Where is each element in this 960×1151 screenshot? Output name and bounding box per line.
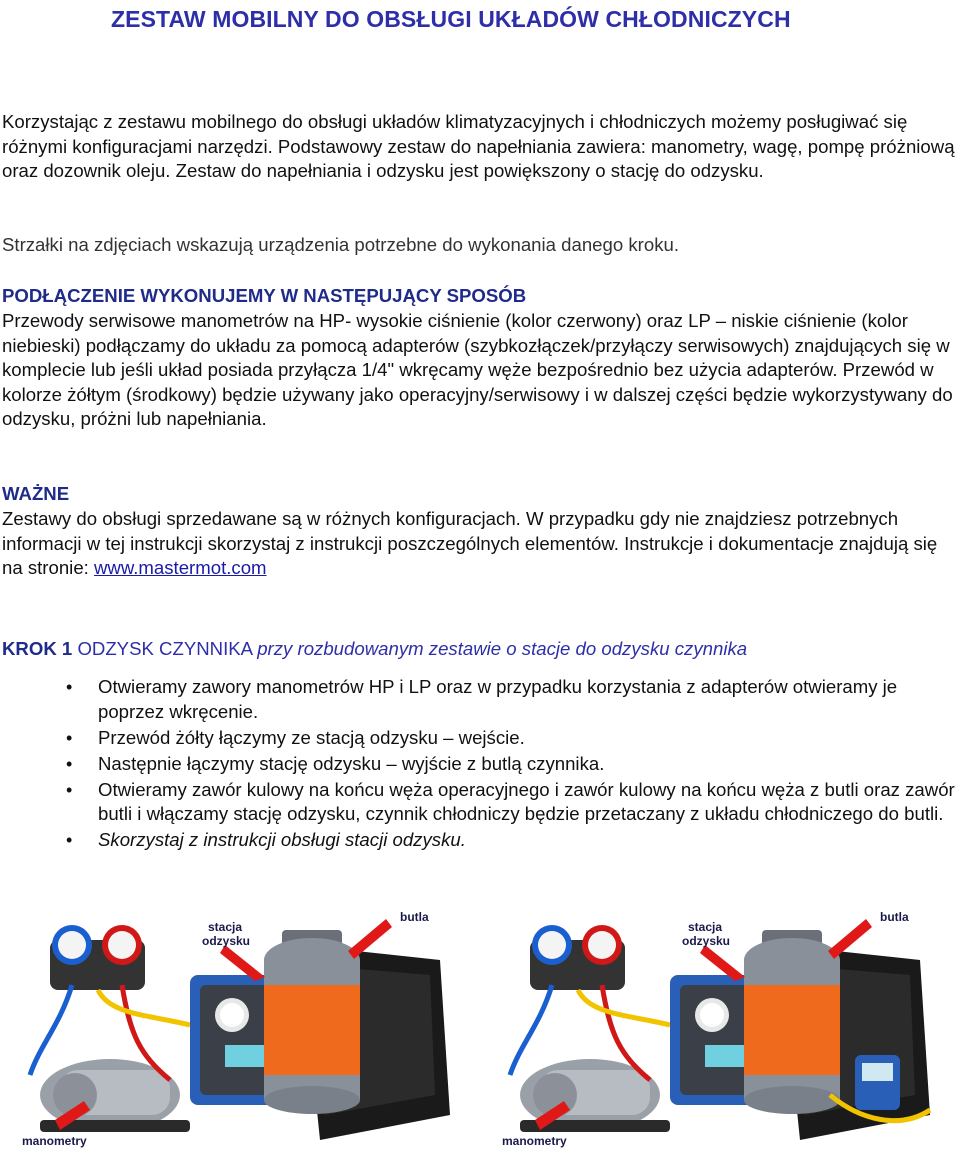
label-station-line2: odzysku [202,934,251,948]
connection-paragraph: Przewody serwisowe manometrów na HP- wysokie ciśnienie (kolor czerwony) oraz LP – niskie ciśnienie (kolor niebieski) podłączamy do układu za pomocą adapterów (szybkozłączek/przyłączy serwisowych) znajdujących się w komplecie lub jeśli układ posiada przyłącza 1/4" wkręcamy węże bezpośrednio bez użycia adapterów. Przewód w kolorze żółtym (środkowy) będzie używany jako operacyjny/serwisowy i w dalszej części będzie wykorzystywany do odzysku, próżni lub napełniania. [2,310,953,429]
bullet-icon: • [66,677,73,697]
step-name: ODZYSK CZYNNIKA [77,638,253,659]
arrows-note: Strzałki na zdjęciach wskazują urządzenia potrzebne do wykonania danego kroku. [2,234,680,255]
page-title: ZESTAW MOBILNY DO OBSŁUGI UKŁADÓW CHŁODNICZYCH [111,6,791,32]
list-item: • Przewód żółty łączymy ze stacją odzysku – wejście. [0,726,960,751]
label-station-line2: odzysku [682,934,731,948]
important-text: Zestawy do obsługi sprzedawane są w różnych konfiguracjach. W przypadku gdy nie znajdziesz potrzebnych informacji w tej instrukcji skorzystaj z instrukcji poszczególnych elementów. Instrukcje i dokumentacje znajdują się na stronie: [2,508,938,578]
important-heading: WAŻNE [2,483,70,504]
intro-paragraph: Korzystając z zestawu mobilnego do obsługi układów klimatyzacyjnych i chłodniczych możemy posługiwać się różnymi konfiguracjami narzędzi. Podstawowy zestaw do napełniania zawiera: manometry, wagę, pompę próżniową oraz dozownik oleju. Zestaw do napełniania i odzysku jest powiększony o stację do odzysku. [2,111,955,181]
list-item: • Następnie łączymy stację odzysku – wyjście z butlą czynnika. [0,752,960,777]
list-item: • Skorzystaj z instrukcji obsługi stacji odzysku. [0,828,960,853]
label-bottle: butla [400,910,429,924]
list-item: • Otwieramy zawór kulowy na końcu węża operacyjnego i zawór kulowy na końcu węża z butli oraz zawór butli i włączamy stację odzysku, czynnik chłodniczy będzie przetaczany z układu chłodniczego do butli. [66,778,955,824]
bullet-icon: • [66,753,73,774]
label-station-line1: stacja [208,920,243,934]
label-gauges: manometry [502,1134,567,1148]
label-station-line1: stacja [688,920,723,934]
list-item: • Otwieramy zawory manometrów HP i LP oraz w przypadku korzystania z adapterów otwieramy je poprzez wkręcenie. [66,676,898,722]
equipment-photo-left [20,905,460,1151]
step-heading [2,637,747,662]
step-number: KROK 1 [2,638,73,659]
step-list [0,675,960,854]
label-bottle: butla [880,910,909,924]
step-subtitle: przy rozbudowanym zestawie o stacje do odzysku czynnika [257,638,748,659]
mastermot-link[interactable]: www.mastermot.com [94,557,267,578]
equipment-photo-right [500,905,940,1151]
bullet-icon: • [66,830,73,850]
bullet-icon: • [66,779,73,800]
bullet-icon: • [66,727,73,748]
important-paragraph [2,507,960,581]
label-gauges: manometry [22,1134,87,1148]
connection-heading: PODŁĄCZENIE WYKONUJEMY W NASTĘPUJĄCY SPOSÓB [2,285,527,306]
